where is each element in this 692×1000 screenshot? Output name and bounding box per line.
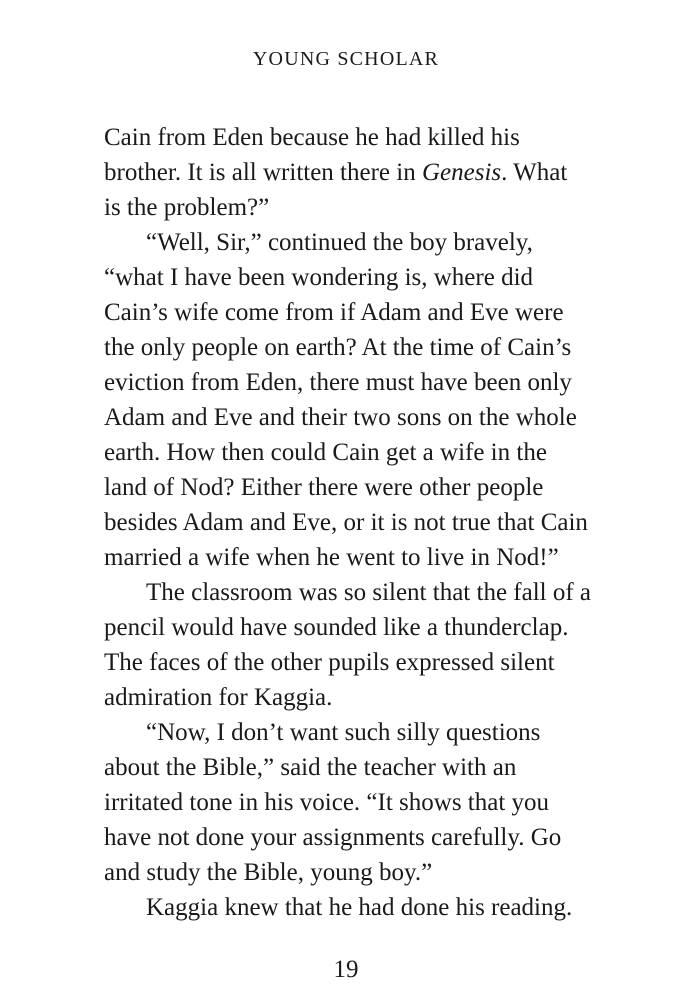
text-line: about the Bible,” said the teacher with an: [104, 754, 517, 781]
text-line: pencil would have sounded like a thunderclap.: [104, 614, 569, 641]
page-number: 19: [333, 956, 359, 983]
text-line: admiration for Kaggia.: [104, 684, 333, 711]
text-line: “Well, Sir,” continued the boy bravely,: [146, 229, 533, 256]
text-line: earth. How then could Cain get a wife in the: [104, 439, 547, 466]
text-line: Cain from Eden because he had killed his: [104, 124, 520, 151]
text-line: eviction from Eden, there must have been only: [104, 369, 572, 396]
text-line: “Now, I don’t want such silly questions: [146, 719, 541, 746]
text-line: have not done your assignments carefully. Go: [104, 824, 562, 851]
text-line: The classroom was so silent that the fall of a: [146, 579, 592, 606]
book-title-italic: Genesis: [421, 159, 502, 186]
running-head: YOUNG SCHOLAR: [252, 48, 440, 70]
text-line: “what I have been wondering is, where did: [104, 264, 534, 291]
text-line: the only people on earth? At the time of Cain’s: [104, 334, 572, 361]
text-segment: brother. It is all written there in: [104, 159, 422, 186]
text-line: [104, 155, 624, 190]
text-line: besides Adam and Eve, or it is not true that Cain: [104, 509, 588, 536]
text-line: and study the Bible, young boy.”: [104, 859, 433, 886]
text-line: Adam and Eve and their two sons on the whole: [104, 404, 577, 431]
text-line: married a wife when he went to live in Nod!”: [104, 544, 559, 571]
text-line: land of Nod? Either there were other people: [104, 474, 544, 501]
text-line: The faces of the other pupils expressed silent: [104, 649, 555, 676]
body-text: [104, 120, 624, 925]
text-line: Cain’s wife come from if Adam and Eve were: [104, 299, 564, 326]
text-line: irritated tone in his voice. “It shows that you: [104, 789, 550, 816]
text-line: is the problem?”: [104, 194, 270, 221]
text-segment: . What: [501, 159, 568, 186]
text-line: Kaggia knew that he had done his reading.: [146, 894, 573, 921]
